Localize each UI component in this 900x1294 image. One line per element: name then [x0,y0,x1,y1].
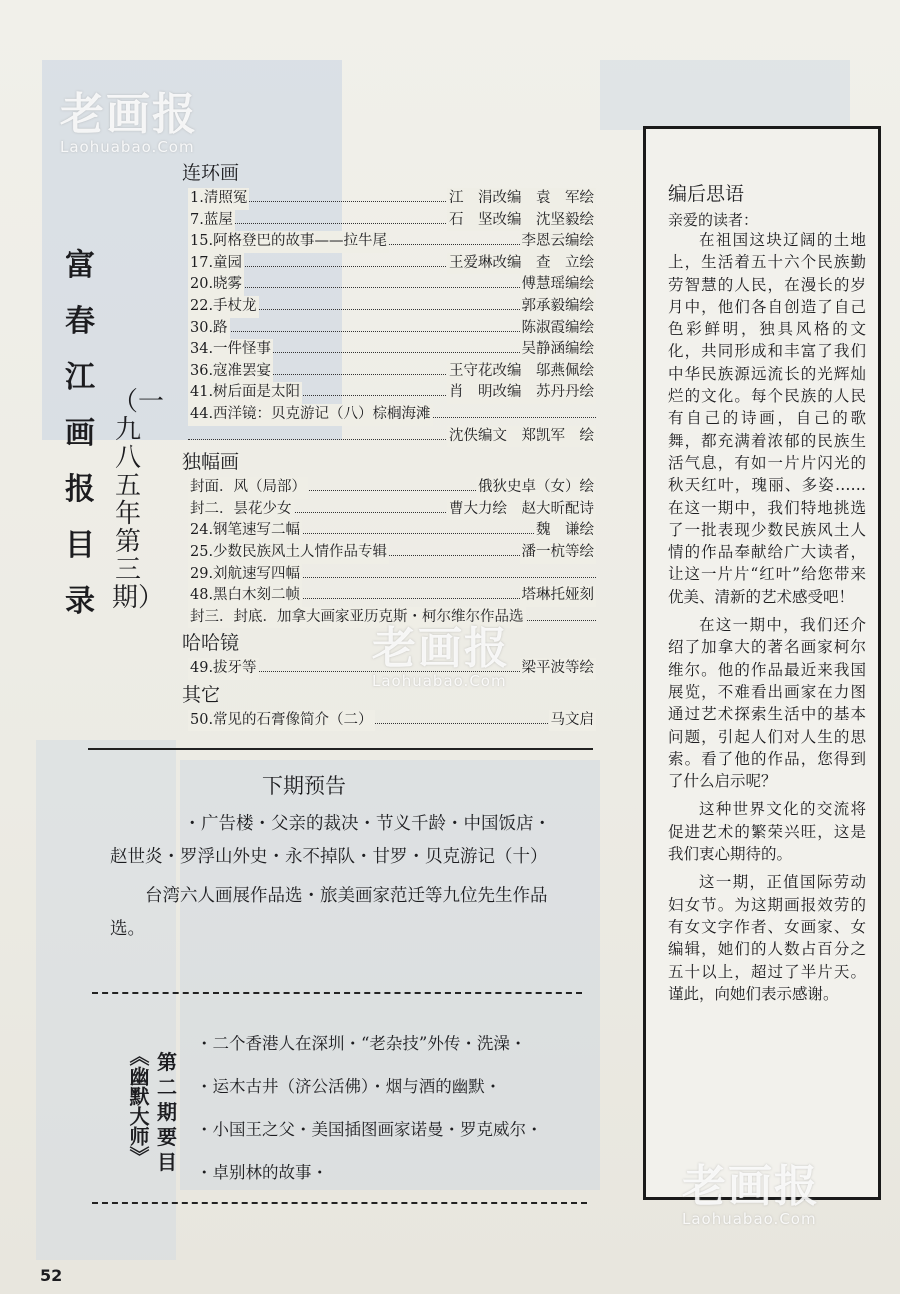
editor-note-body [668,229,866,1005]
toc-entry [182,274,602,296]
toc-entry-title: 封面．风（局部） [188,477,308,499]
humor-label: 第二期要目 [157,1050,177,1174]
toc-entry-title: 49.拔牙等 [188,658,259,680]
toc-entry [182,318,602,340]
editor-note-box [643,126,881,1200]
humor-title: 《幽默大师》 [126,1046,150,1166]
editor-note-paragraph: 这一期，正值国际劳动妇女节。为这期画报效劳的有女文字作者、女画家、女编辑，她们的人数占百分之五十以上，超过了半片天。谨此，向她们表示感谢。 [668,873,866,1003]
toc-entry-title: 34.一件怪事 [188,339,273,361]
toc-entry-title: 17.童园 [188,253,244,275]
toc-entry-title: 36.寇准罢宴 [188,361,273,383]
toc-entry [182,564,602,586]
humor-item: ・二个香港人在深圳・“老杂技”外传・洗澡・ [196,1034,527,1053]
toc-entry [182,499,602,521]
next-issue-body [110,808,560,946]
toc-section-heading: 哈哈镜 [182,632,240,655]
humor-item: ・小国王之父・美国插图画家诺曼・罗克威尔・ [196,1120,543,1139]
toc-entry-title: 41.树后面是太阳 [188,382,302,404]
watermark [682,1150,820,1228]
magazine-title: 富春江画报目录 [65,248,95,619]
toc-entry-credit: 石 坚改编 沈坚毅绘 [447,210,596,232]
toc-entry [182,231,602,253]
toc-entry [182,210,602,232]
toc-entry-title: 封二．昙花少女 [188,499,294,521]
toc-entry-title: 7.蓝屋 [188,210,235,232]
divider [92,1202,587,1204]
toc-entry-credit: 王爱琳改编 查 立绘 [447,253,596,275]
toc-entry [182,542,602,564]
divider [92,992,582,994]
watermark-url: Laohuabao.Com [682,1210,817,1228]
humor-item-list [196,1022,596,1194]
toc-entry [182,253,602,275]
divider [88,748,593,750]
watermark-url: Laohuabao.Com [372,672,507,690]
toc-entry [182,520,602,542]
watermark [372,612,510,690]
toc-entry [182,404,602,426]
toc-entry-title: 48.黑白木刻二帧 [188,585,302,607]
toc-entry-credit: 吴静涵编绘 [520,339,597,361]
editor-note-title: 编后思语 [668,183,745,205]
toc-entry-title: 1.清照冤 [188,188,249,210]
watermark-logo: 老画报 [60,89,198,140]
toc-entry-title: 24.钢笔速写二幅 [188,520,302,542]
toc-entry-credit: 潘一杭等绘 [520,542,597,564]
toc-entry-credit: 魏 谦绘 [534,520,596,542]
toc-entry-credit: 马文启 [549,710,597,732]
page-number: 52 [40,1266,63,1285]
toc-section-heading: 其它 [182,683,221,706]
toc-entry [182,710,602,732]
toc-entry-credit: 江 涓改编 袁 军绘 [447,188,596,210]
watermark-url: Laohuabao.Com [60,138,195,156]
toc-entry-title: 44.西洋镜：贝克游记（八）棕榈海滩 [188,404,433,426]
editor-note-paragraph: 在祖国这块辽阔的土地上，生活着五十六个民族勤劳智慧的人民，在漫长的岁月中，他们各自创造了自己色彩鲜明，独具风格的文化，共同形成和丰富了我们中华民族源远流长的光辉灿烂的文化。每个民族的人民有自己的诗画，自己的歌舞，都充满着浓郁的民族生活气息，有如一片片闪光的秋天红叶，瑰丽、多姿……在这一期中，我们特地挑选了一批表现少数民族风土人情的作品奉献给广大读者，让这一片片“红叶”给您带来优美、清新的艺术感受吧！ [668,231,866,606]
issue-label: （一九八五年第三期） [112,387,165,613]
toc-entry-title: 25.少数民族风土人情作品专辑 [188,542,389,564]
show-through-block [600,60,850,130]
toc-entry-title: 20.晓雾 [188,274,244,296]
toc-entry [182,382,602,404]
editor-note-greeting: 亲爱的读者： [668,211,759,229]
toc-entry-credit: 曹大力绘 赵大昕配诗 [447,499,596,521]
toc-entry-title: 30.路 [188,318,230,340]
next-issue-title: 下期预告 [262,774,346,798]
toc-entry-title: 50.常见的石膏像简介（二） [188,710,375,732]
toc-entry-title: 22.手杖龙 [188,296,259,318]
toc-entry-credit: 俄狄史卓（女）绘 [476,477,596,499]
next-issue-list-2: 台湾六人画展作品选・旅美画家范迁等九位先生作品选。 [110,886,548,939]
editor-note-paragraph: 在这一期中，我们还介绍了加拿大的著名画家柯尔维尔。他的作品最近来我国展览，不难看出画家在力图通过艺术探索生活中的基本问题，引起人们对人生的思索。看了他的作品，您得到了什么启示呢？ [668,616,866,791]
toc-entry-credit: 郭承毅编绘 [520,296,597,318]
toc-entry-credit: 王守花改编 邬燕佩绘 [447,361,596,383]
toc-section-heading: 连环画 [182,162,240,184]
toc-entry-title: 29.刘航速写四幅 [188,564,302,586]
toc-entry-title: 15.阿格登巴的故事——拉牛尾 [188,231,389,253]
toc-entry-credit: 塔琳托娅刻 [520,585,597,607]
toc-entry [182,361,602,383]
toc-section-heading: 独幅画 [182,451,240,474]
humor-item: ・运木古井（济公活佛）・烟与酒的幽默・ [196,1077,502,1096]
toc-entry-credit: 李恩云编绘 [520,231,597,253]
toc-entry-credit: 沈佚编文 郑凯军 绘 [447,426,596,448]
toc-entry-title: 封三．封底．加拿大画家亚历克斯・柯尔维尔作品选 [188,607,526,629]
toc-entry-credit: 肖 明改编 苏丹丹绘 [447,382,596,404]
toc-entry [182,426,602,448]
toc-entry [182,339,602,361]
toc-entry [182,188,602,210]
watermark [60,78,198,156]
editor-note-paragraph: 这种世界文化的交流将促进艺术的繁荣兴旺，这是我们衷心期待的。 [668,800,866,864]
watermark-logo: 老画报 [372,623,510,674]
toc-entry [182,296,602,318]
humor-item: ・卓别林的故事・ [196,1163,328,1182]
toc-entry [182,477,602,499]
toc-entry-credit: 傅慧瑶编绘 [520,274,597,296]
next-issue-list: ・广告楼・父亲的裁决・节义千龄・中国饭店・赵世炎・罗浮山外史・永不掉队・甘罗・贝克游记（十） [110,814,551,867]
toc-entry-credit: 陈淑霞编绘 [520,318,597,340]
toc-entry [182,585,602,607]
toc-entry-credit: 梁平波等绘 [520,658,597,680]
watermark-logo: 老画报 [682,1161,820,1212]
